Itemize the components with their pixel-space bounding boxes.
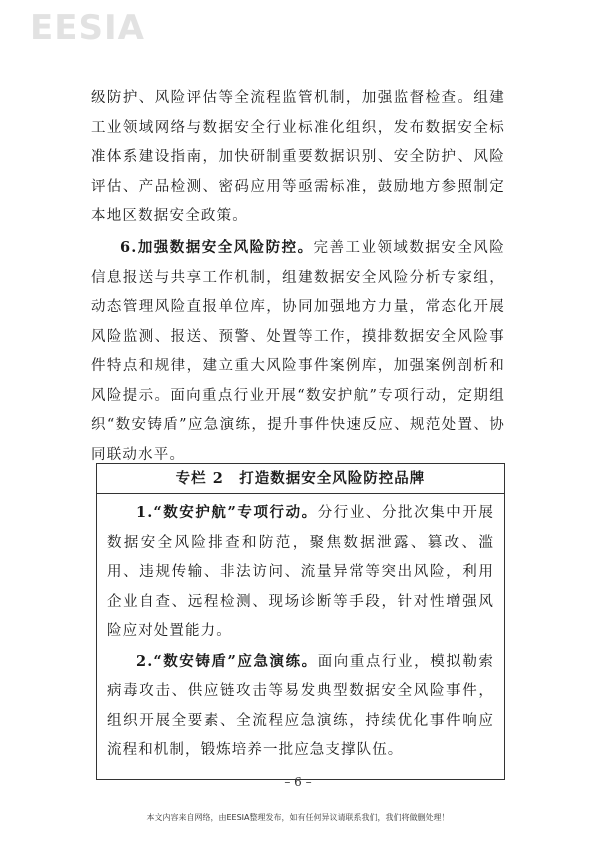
column-item-2-text: 面向重点行业，模拟勒索病毒攻击、供应链攻击等易发典型数据安全风险事件，组织开展全要素、全流程应急演练，持续优化事件响应流程和机制，锻炼培养一批应急支撑队伍。 xyxy=(107,653,494,758)
footer-notice: 本文内容来自网络，由EESIA整理发布，如有任何异议请联系我们，我们将做删处理！ xyxy=(146,813,450,822)
paragraph-2-heading: 6.加强数据安全风险防控。 xyxy=(120,239,314,256)
column-item-1-heading: 1.“数安护航”专项行动。 xyxy=(136,504,318,521)
column-box xyxy=(96,463,505,780)
eesia-logo: EESIA xyxy=(30,8,145,48)
column-item-2-heading: 2.“数安铸盾”应急演练。 xyxy=(136,652,318,670)
column-box-body xyxy=(97,494,504,766)
paragraph-2-text: 完善工业领域数据安全风险信息报送与共享工作机制，组建数据安全风险分析专家组，动态管理风险直报单位库，协同加强地方力量，常态化开展风险监测、报送、预警、处置等工作，摸排数据安全风险事件特点和规律，建立重大风险事件案例库，加强案例剖析和风险提示。面向重点行业开展“数安护航”专项行动，定期组织“数安铸盾”应急演练，提升事件快速反应、规范处置、协同联动水平。 xyxy=(91,240,505,463)
paragraph-2 xyxy=(91,233,505,470)
column-item-1-text: 分行业、分批次集中开展数据安全风险排查和防范，聚焦数据泄露、篡改、滥用、违规传输、非法访问、流量异常等突出风险，利用企业自查、远程检测、现场诊断等手段，针对性增强风险应对处置能力。 xyxy=(107,505,494,639)
column-item-1 xyxy=(107,498,494,647)
paragraph-1: 级防护、风险评估等全流程监管机制，加强监督检查。组建工业领域网络与数据安全行业标准化组织，发布数据安全标准体系建设指南，加快研制重要数据识别、安全防护、风险评估、产品检测、密码应用等亟需标准，鼓励地方参照制定本地区数据安全政策。 xyxy=(91,90,505,224)
column-item-2 xyxy=(107,647,494,766)
column-box-title: 专栏 2 打造数据安全风险防控品牌 xyxy=(97,464,504,494)
page-number: – 6 – xyxy=(284,775,312,789)
